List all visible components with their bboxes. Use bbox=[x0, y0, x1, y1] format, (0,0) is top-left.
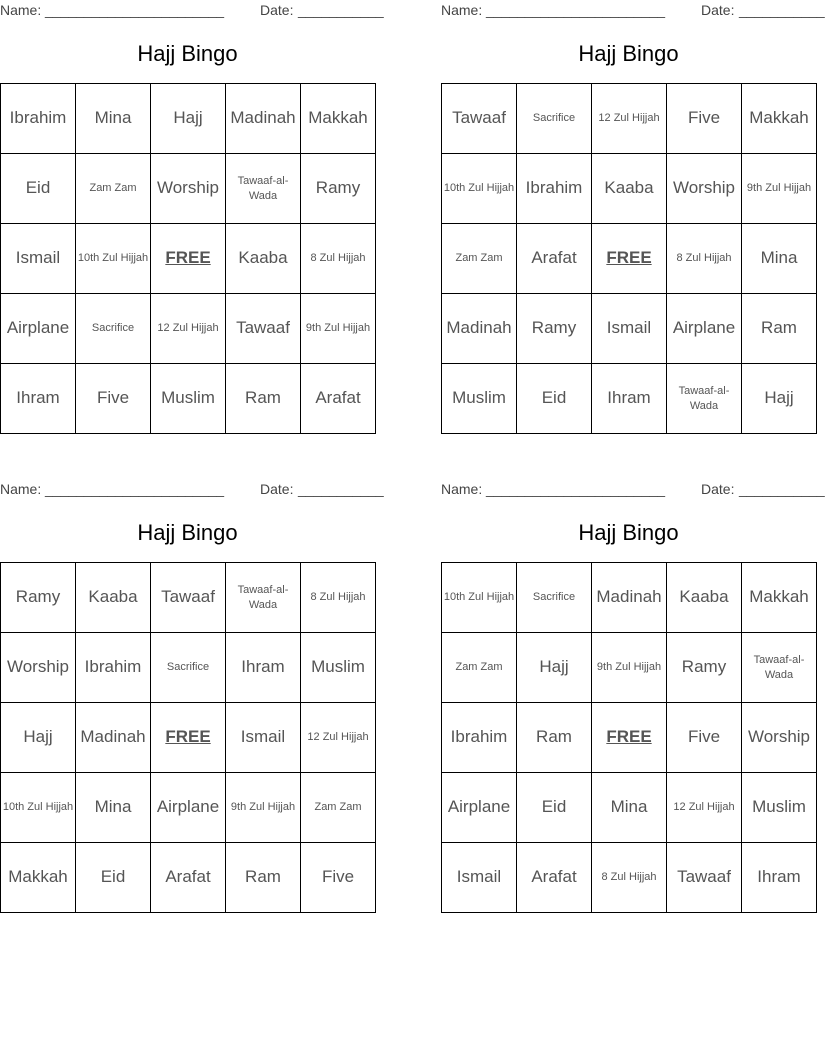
bingo-cell: Ram bbox=[517, 703, 592, 773]
bingo-cell: Makkah bbox=[1, 843, 76, 913]
date-field: ___________ bbox=[739, 481, 825, 497]
bingo-cell: Ismail bbox=[1, 224, 76, 294]
bingo-cell: Muslim bbox=[151, 364, 226, 434]
bingo-card-4 bbox=[441, 479, 825, 909]
name-label: Name: bbox=[0, 481, 42, 497]
bingo-cell: Tawaaf bbox=[442, 84, 517, 154]
bingo-cell: Ismail bbox=[226, 703, 301, 773]
bingo-cell: Kaaba bbox=[592, 154, 667, 224]
bingo-row bbox=[1, 154, 376, 224]
bingo-cell: Tawaaf-al-Wada bbox=[742, 633, 817, 703]
bingo-cell: Mina bbox=[592, 773, 667, 843]
free-cell: FREE bbox=[151, 224, 226, 294]
card-title: Hajj Bingo bbox=[137, 520, 238, 545]
bingo-cell: Eid bbox=[517, 364, 592, 434]
bingo-cell: Ihram bbox=[1, 364, 76, 434]
free-cell: FREE bbox=[592, 703, 667, 773]
bingo-cell: Ram bbox=[226, 364, 301, 434]
bingo-cell: Airplane bbox=[442, 773, 517, 843]
date-label: Date: bbox=[701, 2, 735, 18]
date-field: ___________ bbox=[739, 2, 825, 18]
bingo-row bbox=[1, 364, 376, 434]
bingo-cell: 10th Zul Hijjah bbox=[442, 154, 517, 224]
card-title: Hajj Bingo bbox=[578, 41, 679, 66]
bingo-cell: Madinah bbox=[226, 84, 301, 154]
bingo-cell: 9th Zul Hijjah bbox=[592, 633, 667, 703]
bingo-cell: Zam Zam bbox=[442, 224, 517, 294]
bingo-cell: Tawaaf-al-Wada bbox=[226, 563, 301, 633]
bingo-cell: 12 Zul Hijjah bbox=[151, 294, 226, 364]
bingo-cell: Zam Zam bbox=[301, 773, 376, 843]
bingo-cell: Ibrahim bbox=[1, 84, 76, 154]
bingo-card-2 bbox=[441, 0, 825, 430]
bingo-row bbox=[442, 773, 817, 843]
bingo-cell: Worship bbox=[742, 703, 817, 773]
bingo-cell: Airplane bbox=[151, 773, 226, 843]
card-header bbox=[0, 481, 384, 499]
bingo-grid bbox=[0, 562, 376, 913]
bingo-cell: Ismail bbox=[442, 843, 517, 913]
bingo-cell: Tawaaf bbox=[667, 843, 742, 913]
name-label: Name: bbox=[441, 2, 483, 18]
bingo-cell: Tawaaf bbox=[151, 563, 226, 633]
bingo-cell: Zam Zam bbox=[442, 633, 517, 703]
bingo-cell: Ramy bbox=[667, 633, 742, 703]
bingo-row bbox=[442, 633, 817, 703]
bingo-row bbox=[1, 294, 376, 364]
card-header bbox=[441, 481, 825, 499]
bingo-cell: Madinah bbox=[442, 294, 517, 364]
bingo-cell: Mina bbox=[76, 773, 151, 843]
bingo-cell: Muslim bbox=[442, 364, 517, 434]
bingo-cell: Hajj bbox=[151, 84, 226, 154]
bingo-cell: Ihram bbox=[592, 364, 667, 434]
bingo-row bbox=[1, 563, 376, 633]
bingo-row bbox=[442, 703, 817, 773]
date-label: Date: bbox=[260, 2, 294, 18]
bingo-cell: Sacrifice bbox=[517, 563, 592, 633]
bingo-row bbox=[1, 773, 376, 843]
bingo-cell: 12 Zul Hijjah bbox=[667, 773, 742, 843]
bingo-cell: Airplane bbox=[1, 294, 76, 364]
free-cell: FREE bbox=[592, 224, 667, 294]
name-field: _______________________ bbox=[486, 481, 666, 497]
bingo-cell: Ismail bbox=[592, 294, 667, 364]
bingo-row bbox=[1, 84, 376, 154]
bingo-cell: Arafat bbox=[517, 224, 592, 294]
bingo-grid bbox=[0, 83, 376, 434]
bingo-cell: Worship bbox=[151, 154, 226, 224]
bingo-cell: Muslim bbox=[742, 773, 817, 843]
bingo-cell: Ram bbox=[742, 294, 817, 364]
bingo-cell: 10th Zul Hijjah bbox=[76, 224, 151, 294]
bingo-cell: Ramy bbox=[301, 154, 376, 224]
bingo-row bbox=[442, 563, 817, 633]
bingo-cell: 9th Zul Hijjah bbox=[742, 154, 817, 224]
bingo-cell: 12 Zul Hijjah bbox=[301, 703, 376, 773]
bingo-row bbox=[1, 633, 376, 703]
bingo-cell: Zam Zam bbox=[76, 154, 151, 224]
name-label: Name: bbox=[441, 481, 483, 497]
bingo-cell: Five bbox=[667, 84, 742, 154]
bingo-cell: 10th Zul Hijjah bbox=[1, 773, 76, 843]
bingo-grid bbox=[441, 83, 817, 434]
bingo-cell: Five bbox=[76, 364, 151, 434]
bingo-row bbox=[442, 364, 817, 434]
bingo-cell: Kaaba bbox=[76, 563, 151, 633]
bingo-cell: Airplane bbox=[667, 294, 742, 364]
bingo-row bbox=[1, 843, 376, 913]
bingo-cell: Hajj bbox=[742, 364, 817, 434]
bingo-cell: Makkah bbox=[742, 84, 817, 154]
bingo-cell: Makkah bbox=[742, 563, 817, 633]
bingo-cell: Five bbox=[301, 843, 376, 913]
bingo-cell: Arafat bbox=[517, 843, 592, 913]
bingo-row bbox=[442, 294, 817, 364]
bingo-row bbox=[442, 84, 817, 154]
bingo-cell: Tawaaf-al-Wada bbox=[667, 364, 742, 434]
bingo-row bbox=[442, 224, 817, 294]
bingo-cell: Ram bbox=[226, 843, 301, 913]
bingo-cell: 8 Zul Hijjah bbox=[667, 224, 742, 294]
bingo-row bbox=[442, 843, 817, 913]
bingo-cell: Ibrahim bbox=[442, 703, 517, 773]
bingo-cell: Sacrifice bbox=[76, 294, 151, 364]
bingo-cell: Ibrahim bbox=[76, 633, 151, 703]
bingo-cell: Arafat bbox=[151, 843, 226, 913]
bingo-grid bbox=[441, 562, 817, 913]
bingo-cell: Hajj bbox=[1, 703, 76, 773]
bingo-cell: Worship bbox=[1, 633, 76, 703]
bingo-cell: 9th Zul Hijjah bbox=[301, 294, 376, 364]
bingo-cell: Kaaba bbox=[667, 563, 742, 633]
name-label: Name: bbox=[0, 2, 42, 18]
name-field: _______________________ bbox=[45, 481, 225, 497]
date-field: ___________ bbox=[298, 2, 384, 18]
bingo-cell: Ramy bbox=[517, 294, 592, 364]
bingo-cell: Mina bbox=[742, 224, 817, 294]
bingo-cell: 9th Zul Hijjah bbox=[226, 773, 301, 843]
bingo-cell: 10th Zul Hijjah bbox=[442, 563, 517, 633]
date-label: Date: bbox=[260, 481, 294, 497]
bingo-cell: Eid bbox=[1, 154, 76, 224]
name-field: _______________________ bbox=[45, 2, 225, 18]
bingo-cell: Eid bbox=[76, 843, 151, 913]
bingo-cell: Ibrahim bbox=[517, 154, 592, 224]
bingo-cell: Worship bbox=[667, 154, 742, 224]
card-title: Hajj Bingo bbox=[578, 520, 679, 545]
bingo-cell: Tawaaf bbox=[226, 294, 301, 364]
bingo-cell: Arafat bbox=[301, 364, 376, 434]
bingo-cell: Kaaba bbox=[226, 224, 301, 294]
bingo-cell: Sacrifice bbox=[517, 84, 592, 154]
bingo-cell: Ihram bbox=[226, 633, 301, 703]
date-label: Date: bbox=[701, 481, 735, 497]
bingo-cell: Ihram bbox=[742, 843, 817, 913]
bingo-cell: Ramy bbox=[1, 563, 76, 633]
bingo-card-3 bbox=[0, 479, 384, 909]
bingo-cell: Sacrifice bbox=[151, 633, 226, 703]
bingo-cell: Tawaaf-al-Wada bbox=[226, 154, 301, 224]
date-field: ___________ bbox=[298, 481, 384, 497]
card-header bbox=[0, 2, 384, 20]
bingo-cell: Eid bbox=[517, 773, 592, 843]
bingo-row bbox=[1, 224, 376, 294]
bingo-cell: Five bbox=[667, 703, 742, 773]
bingo-cell: 8 Zul Hijjah bbox=[301, 563, 376, 633]
name-field: _______________________ bbox=[486, 2, 666, 18]
bingo-card-1 bbox=[0, 0, 384, 430]
bingo-cell: Madinah bbox=[592, 563, 667, 633]
bingo-cell: 8 Zul Hijjah bbox=[592, 843, 667, 913]
card-title: Hajj Bingo bbox=[137, 41, 238, 66]
bingo-row bbox=[442, 154, 817, 224]
card-header bbox=[441, 2, 825, 20]
bingo-cell: 8 Zul Hijjah bbox=[301, 224, 376, 294]
bingo-cell: Muslim bbox=[301, 633, 376, 703]
bingo-cell: Madinah bbox=[76, 703, 151, 773]
bingo-cell: Mina bbox=[76, 84, 151, 154]
bingo-row bbox=[1, 703, 376, 773]
free-cell: FREE bbox=[151, 703, 226, 773]
bingo-cell: Hajj bbox=[517, 633, 592, 703]
bingo-cell: 12 Zul Hijjah bbox=[592, 84, 667, 154]
bingo-cell: Makkah bbox=[301, 84, 376, 154]
